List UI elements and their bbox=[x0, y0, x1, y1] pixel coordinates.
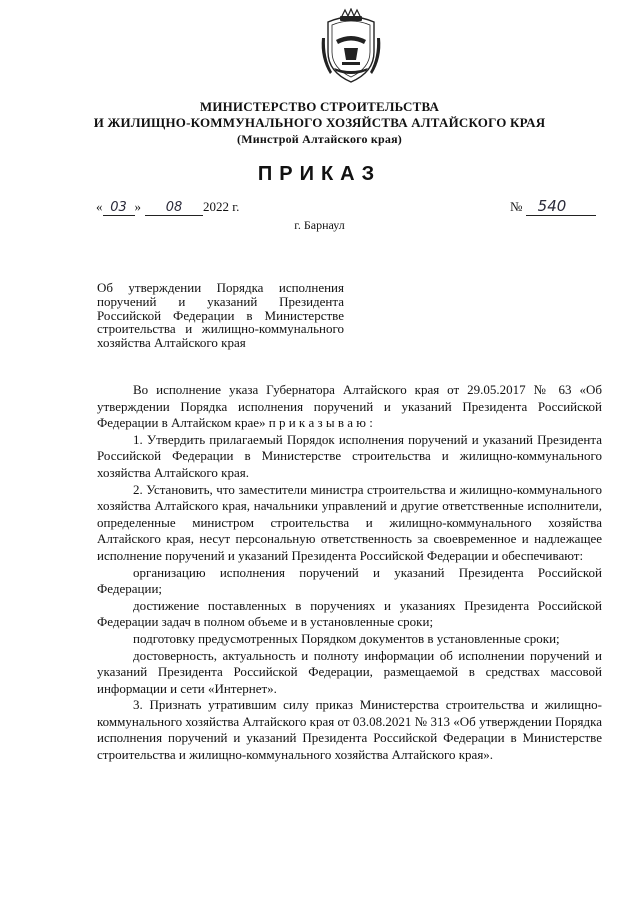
document-subject: Об утверждении Порядка исполнения поручений и указаний Президента Российской Федерации в Министерстве строительства и жилищно-коммунального хозяйства Алтайского края bbox=[97, 280, 344, 351]
order-item-2: 2. Установить, что заместители министра строительства и жилищно-коммунального хозяйства Алтайского края, начальники управлений и другие ответственные исполнители, определенные министром строительства и жилищно-коммунального хозяйства Алтайского края, несут персональную ответственность за своевременное и надлежащее исполнение поручений и указаний Президента Российской Федерации и обеспечивают: bbox=[97, 481, 602, 563]
order-item-1: 1. Утвердить прилагаемый Порядок исполнения поручений и указаний Президента Российской Федерации в Министерстве строительства и жилищно-коммунального хозяйства Алтайского края. bbox=[97, 431, 602, 480]
ministry-name-line1: МИНИСТЕРСТВО СТРОИТЕЛЬСТВА bbox=[199, 99, 440, 114]
order-subitem-1: организацию исполнения поручений и указаний Президента Российской Федерации; bbox=[97, 564, 602, 597]
order-subitem-2: достижение поставленных в поручениях и указаниях Президента Российской Федерации задач в полном объеме и в установленные сроки; bbox=[97, 597, 602, 630]
date-month-handwritten: 08 bbox=[145, 201, 203, 216]
date-close-quote: » bbox=[134, 199, 141, 214]
order-subitem-3: подготовку предусмотренных Порядком документов в установленные сроки; bbox=[133, 630, 560, 646]
number-value-handwritten: 540 bbox=[526, 197, 596, 216]
document-body bbox=[97, 382, 602, 764]
document-number bbox=[510, 197, 596, 216]
order-item-3: 3. Признать утратившим силу приказ Министерства строительства и жилищно-коммунального хозяйства Алтайского края от 03.08.2021 № 313 «Об утверждении Порядка исполнения поручений и указаний Президента Российской Федерации в Министерстве строительства и жилищно-коммунального хозяйства Алтайского края». bbox=[97, 697, 602, 763]
order-subitem-4: достоверность, актуальность и полноту информации об исполнении поручений и указаний Президента Российской Федерации, размещаемой в средствах массовой информации и сети «Интернет». bbox=[97, 647, 602, 696]
coat-of-arms-emblem bbox=[318, 8, 384, 86]
city-name: г. Барнаул bbox=[294, 218, 345, 232]
document-date bbox=[96, 199, 239, 216]
date-day-handwritten: 03 bbox=[103, 201, 135, 216]
date-open-quote: « bbox=[96, 199, 103, 214]
date-year: 2022 г. bbox=[203, 199, 240, 214]
ministry-short-name: (Минстрой Алтайского края) bbox=[237, 132, 402, 146]
ministry-name-line2: И ЖИЛИЩНО-КОММУНАЛЬНОГО ХОЗЯЙСТВА АЛТАЙСКОГО КРАЯ bbox=[93, 115, 546, 130]
intro-paragraph: Во исполнение указа Губернатора Алтайского края от 29.05.2017 № 63 «Об утверждении Порядка исполнения поручений и указаний Президента Российской Федерации в Алтайском крае» п р и к а з ы в а ю : bbox=[97, 382, 602, 431]
number-label: № bbox=[510, 199, 523, 214]
document-type-title: ПРИКАЗ bbox=[257, 163, 382, 185]
